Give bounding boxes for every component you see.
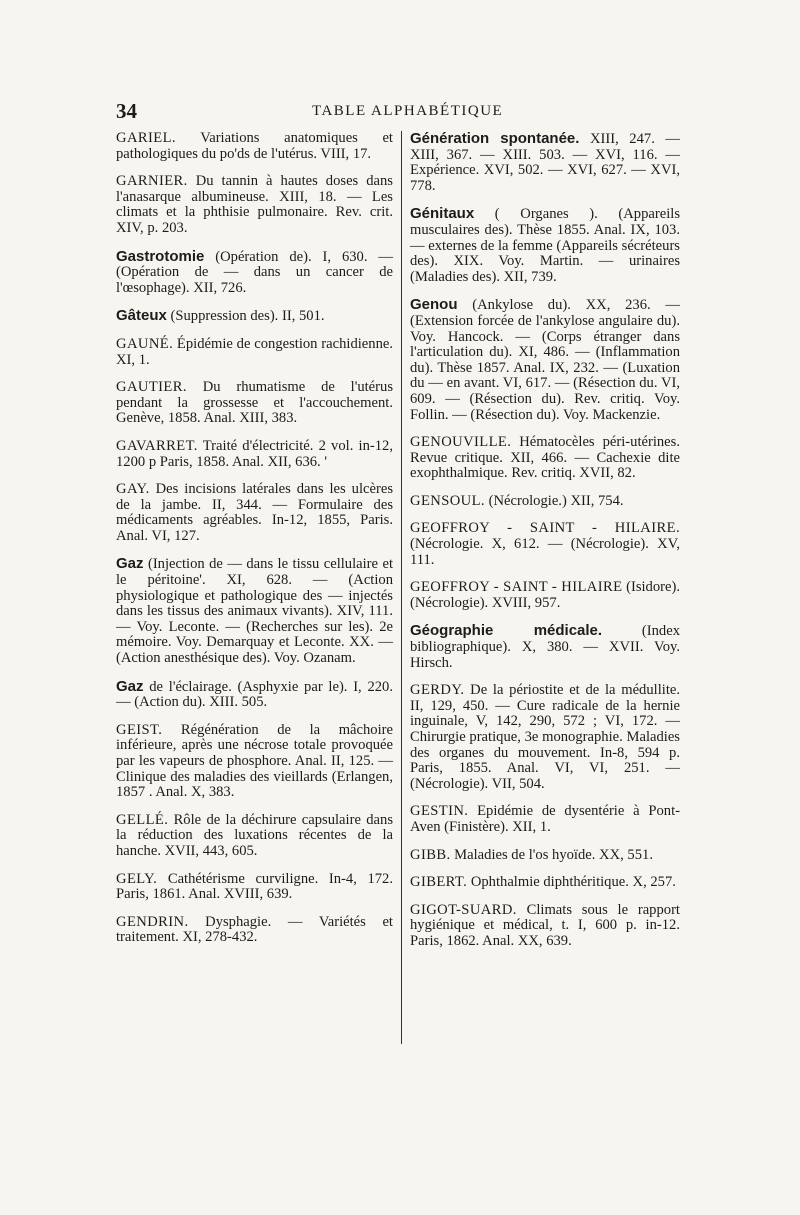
running-head: TABLE ALPHABÉTIQUE <box>312 103 504 119</box>
index-entry <box>116 723 393 801</box>
entry-headword: GAVARRET. <box>116 437 198 454</box>
entry-headword: GIBERT. <box>410 874 468 891</box>
entry-text: Dysphagie. — Variétés et traitement. XI, 278-432. <box>116 913 393 946</box>
entry-text: Du tannin à hautes doses dans l'anasarque albumineuse. XIII, 18. — Les climats et la phthisie pulmonaire. Rev. crit. XIV, p. 203. <box>116 173 393 236</box>
index-entry <box>410 494 680 510</box>
index-entry <box>410 804 680 835</box>
index-entry <box>116 131 393 162</box>
entry-headword: GELY. <box>116 870 158 887</box>
entry-text: De la périostite et de la médullite. II, 129, 450. — Cure radicale de la hernie inguinale, V, 142, 290, 572 ; VI, 172. — Chirurgie pratique, 3e monographie. Maladies des organes du mouvement. In-8, 594 p. Paris, 1855. Anal. VI, VI, 251. — (Nécrologie). VII, 504. <box>410 682 680 792</box>
column-divider <box>401 131 402 1044</box>
index-entry <box>410 131 680 194</box>
entry-text: Hématocèles péri-utérines. Revue critique. XII, 466. — Cachexie dite exophthalmique. Rev. critiq. XVII, 82. <box>410 434 680 482</box>
entry-headword: Gaz <box>116 555 144 573</box>
entry-headword: GAUTIER. <box>116 379 187 396</box>
index-entry <box>116 249 393 297</box>
entry-headword: Génération spontanée. <box>410 130 580 147</box>
entry-text: de l'éclairage. (Asphyxie par le). I, 220. — (Action du). XIII. 505. <box>116 678 393 711</box>
index-entry <box>116 556 393 666</box>
page-number: 34 <box>116 99 137 123</box>
entry-text: Du rhumatisme de l'utérus pendant la grossesse et l'accouchement. Genève, 1858. Anal. XIII, 383. <box>116 379 393 427</box>
index-entry <box>410 875 680 891</box>
index-entry <box>116 439 393 470</box>
left-column <box>116 131 393 958</box>
index-entry <box>410 521 680 568</box>
right-column <box>410 131 680 962</box>
index-entry <box>116 915 393 946</box>
entry-text: Des incisions latérales dans les ulcères de la jambe. II, 344. — Formulaire des médicaments agréables. In-12, 1855, Paris. Anal. VI, 127. <box>116 481 393 544</box>
entry-text: XIII, 247. — XIII, 367. — XIII. 503. — XVI, 116. — Expérience. XVI, 502. — XVI, 627. — XVI, 778. <box>410 131 680 194</box>
entry-headword: GAY. <box>116 481 150 498</box>
entry-headword: GIBB. <box>410 846 451 863</box>
entry-headword: GENSOUL. <box>410 492 485 509</box>
index-entry <box>410 683 680 792</box>
index-entry <box>410 903 680 950</box>
entry-text: (Nécrologie.) XII, 754. <box>484 492 624 509</box>
index-entry <box>116 308 393 325</box>
index-entry <box>410 623 680 671</box>
entry-text: (Injection de — dans le tissu cellulaire et le péritoine'. XI, 628. — (Action physiologique et pathologique des — injectés dans les tissus des animaux vivants). XIV, 111. — Voy. Leconte. — (Recherches sur les). 2e mémoire. Voy. Demarquay et Leconte. XX. — (Action anesthésique des). Voy. Ozanam. <box>116 556 393 667</box>
entry-text: (Index bibliographique). X, 380. — XVII. Voy. Hirsch. <box>410 623 680 671</box>
entry-text: Rôle de la déchirure capsulaire dans la réduction des luxations récentes de la hanche. XVII, 443, 605. <box>116 811 393 859</box>
entry-headword: GEIST. <box>116 721 163 738</box>
entry-text: Maladies de l'os hyoïde. XX, 551. <box>450 846 653 863</box>
entry-headword: Géographie médicale. <box>410 622 603 640</box>
entry-headword: GENDRIN. <box>116 913 189 930</box>
index-entry <box>116 174 393 236</box>
entry-text: Epidémie de dysentérie à Pont-Aven (Finistère). XII, 1. <box>410 803 680 835</box>
entry-text: (Ankylose du). XX, 236. — (Extension forcée de l'ankylose angulaire du). Voy. Hancock. — (Corps étranger dans l'articulation du). XI, 486. — (Inflammation du). Thèse 1857. Anal. IX, 232. — (Luxation du — en avant. VI, 617. — (Résection du. VI, 609. — (Résection du). Rev. critiq. Voy. Follin. — (Résection du). Voy. Mackenzie. <box>410 297 680 423</box>
entry-headword: GEOFFROY - SAINT - HILAIRE. <box>410 520 680 537</box>
entry-headword: Génitaux <box>410 205 475 223</box>
entry-text: (Isidore). (Nécrologie). XVIII, 957. <box>410 579 680 611</box>
entry-headword: GELLÉ. <box>116 811 169 828</box>
entry-text: Variations anatomiques et pathologiques du po'ds de l'utérus. VIII, 17. <box>116 130 393 162</box>
index-entry <box>116 482 393 544</box>
entry-headword: Genou <box>410 296 458 314</box>
entry-text: (Nécrologie. X, 612. — (Nécrologie). XV, 111. <box>410 536 680 568</box>
entry-text: ( Organes ). (Appareils musculaires des). Thèse 1855. Anal. IX, 103. — externes de la femme (Appareils sécréteurs des). XIX. Voy. Martin. — urinaires (Maladies des). XII, 739. <box>410 206 680 285</box>
index-entry <box>410 297 680 423</box>
index-entry <box>410 580 680 611</box>
entry-headword: GARNIER. <box>116 173 188 190</box>
entry-text: Cathétérisme curviligne. In-4, 172. Paris, 1861. Anal. XVIII, 639. <box>116 870 393 903</box>
index-entry <box>116 679 393 711</box>
entry-headword: GERDY. <box>410 682 465 699</box>
index-entry <box>116 380 393 427</box>
entry-headword: GENOUVILLE. <box>410 434 512 451</box>
index-entry <box>116 337 393 368</box>
entry-text: (Suppression des). II, 501. <box>166 308 325 325</box>
index-entry <box>116 872 393 903</box>
entry-text: (Opération de). I, 630. — (Opération de — dans un cancer de l'œsophage). XII, 726. <box>116 248 393 296</box>
index-entry <box>116 813 393 860</box>
entry-text: Traité d'électricité. 2 vol. in-12, 1200 p Paris, 1858. Anal. XII, 636. ' <box>116 437 393 470</box>
entry-headword: GAUNÉ. <box>116 335 174 352</box>
entry-text: Ophthalmie diphthéritique. X, 257. <box>467 874 676 891</box>
entry-text: Épidémie de congestion rachidienne. XI, 1. <box>116 335 393 368</box>
index-entry <box>410 848 680 864</box>
index-entry <box>410 206 680 285</box>
index-entry <box>410 435 680 482</box>
entry-text: Climats sous le rapport hygiénique et médical, t. I, 600 p. in-12. Paris, 1862. Anal. XX, 639. <box>410 901 680 949</box>
entry-headword: Gaz <box>116 677 144 695</box>
entry-headword: GIGOT-SUARD. <box>410 901 517 918</box>
entry-headword: Gastrotomie <box>116 247 205 265</box>
entry-headword: GARIEL. <box>116 130 176 146</box>
entry-text: Régénération de la mâchoire inférieure, après une nécrose totale provoquée par les vapeurs de phosphore. Anal. II, 125. — Clinique des maladies des vieillards (Erlangen, 1857 . Anal. X, 383. <box>116 721 393 801</box>
entry-headword: GESTIN. <box>410 803 469 820</box>
entry-headword: Gâteux <box>116 307 167 325</box>
entry-headword: GEOFFROY - SAINT - HILAIRE <box>410 579 623 596</box>
